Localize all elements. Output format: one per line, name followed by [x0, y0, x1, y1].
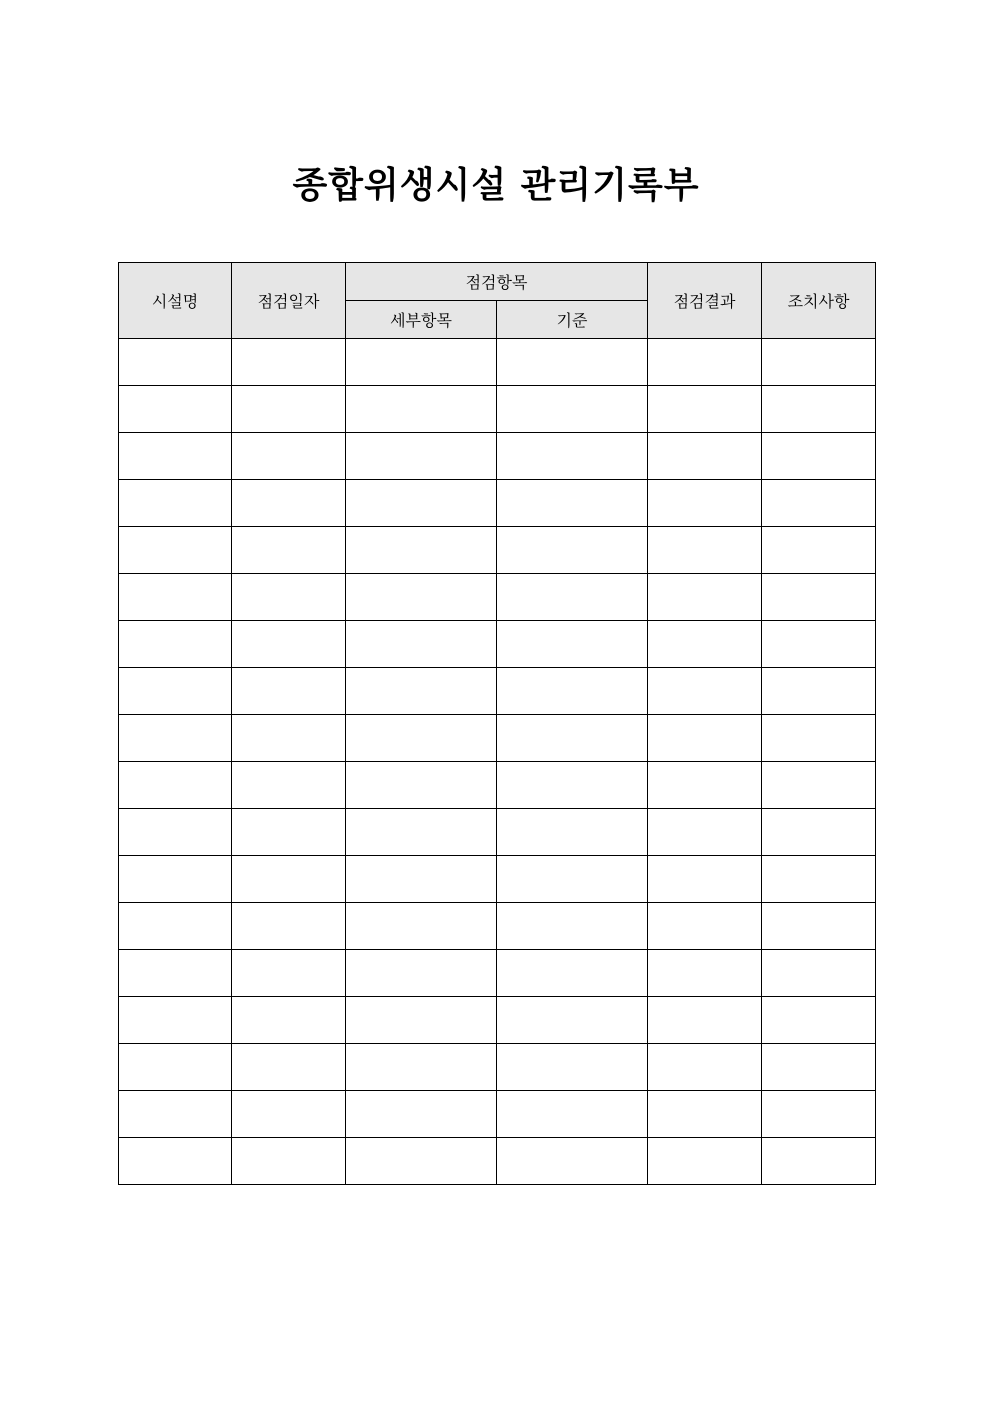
cell-facility-name — [119, 950, 232, 997]
cell-inspection-result — [648, 809, 762, 856]
cell-inspection-result — [648, 668, 762, 715]
table-row — [119, 903, 876, 950]
table-row — [119, 1138, 876, 1185]
cell-inspection-result — [648, 715, 762, 762]
cell-action-taken — [762, 950, 876, 997]
cell-inspection-result — [648, 621, 762, 668]
cell-action-taken — [762, 903, 876, 950]
cell-inspection-date — [232, 715, 346, 762]
table-row — [119, 668, 876, 715]
cell-detail-items — [346, 856, 497, 903]
cell-action-taken — [762, 997, 876, 1044]
cell-facility-name — [119, 1091, 232, 1138]
cell-facility-name — [119, 1138, 232, 1185]
cell-criteria — [497, 1138, 648, 1185]
cell-inspection-date — [232, 1138, 346, 1185]
cell-inspection-date — [232, 1044, 346, 1091]
cell-inspection-date — [232, 809, 346, 856]
cell-criteria — [497, 433, 648, 480]
cell-action-taken — [762, 715, 876, 762]
table-row — [119, 433, 876, 480]
cell-action-taken — [762, 1044, 876, 1091]
cell-inspection-date — [232, 668, 346, 715]
cell-inspection-result — [648, 903, 762, 950]
cell-inspection-date — [232, 856, 346, 903]
cell-detail-items — [346, 574, 497, 621]
table-row — [119, 1044, 876, 1091]
cell-facility-name — [119, 997, 232, 1044]
table-row — [119, 997, 876, 1044]
cell-inspection-date — [232, 339, 346, 386]
header-detail-items: 세부항목 — [346, 301, 497, 339]
cell-detail-items — [346, 1044, 497, 1091]
cell-inspection-result — [648, 856, 762, 903]
cell-inspection-result — [648, 1091, 762, 1138]
cell-action-taken — [762, 668, 876, 715]
cell-criteria — [497, 997, 648, 1044]
cell-facility-name — [119, 621, 232, 668]
cell-action-taken — [762, 809, 876, 856]
cell-action-taken — [762, 433, 876, 480]
record-table — [118, 262, 876, 1185]
cell-criteria — [497, 621, 648, 668]
table-row — [119, 339, 876, 386]
cell-criteria — [497, 527, 648, 574]
cell-inspection-result — [648, 433, 762, 480]
cell-facility-name — [119, 856, 232, 903]
cell-inspection-date — [232, 433, 346, 480]
cell-facility-name — [119, 1044, 232, 1091]
cell-detail-items — [346, 480, 497, 527]
cell-criteria — [497, 339, 648, 386]
cell-inspection-date — [232, 1091, 346, 1138]
cell-action-taken — [762, 386, 876, 433]
cell-facility-name — [119, 339, 232, 386]
cell-inspection-result — [648, 480, 762, 527]
cell-detail-items — [346, 433, 497, 480]
cell-facility-name — [119, 903, 232, 950]
cell-action-taken — [762, 574, 876, 621]
cell-inspection-result — [648, 1044, 762, 1091]
header-action-taken: 조치사항 — [762, 263, 876, 339]
cell-inspection-date — [232, 950, 346, 997]
cell-inspection-date — [232, 527, 346, 574]
cell-criteria — [497, 480, 648, 527]
cell-detail-items — [346, 668, 497, 715]
table-row — [119, 715, 876, 762]
cell-facility-name — [119, 386, 232, 433]
cell-criteria — [497, 762, 648, 809]
table-row — [119, 574, 876, 621]
table-row — [119, 480, 876, 527]
cell-detail-items — [346, 809, 497, 856]
cell-action-taken — [762, 339, 876, 386]
cell-detail-items — [346, 1091, 497, 1138]
cell-criteria — [497, 1044, 648, 1091]
cell-facility-name — [119, 762, 232, 809]
cell-facility-name — [119, 715, 232, 762]
cell-inspection-date — [232, 762, 346, 809]
cell-inspection-date — [232, 621, 346, 668]
cell-inspection-result — [648, 950, 762, 997]
cell-facility-name — [119, 433, 232, 480]
page-title: 종합위생시설 관리기록부 — [292, 165, 700, 206]
cell-facility-name — [119, 809, 232, 856]
cell-criteria — [497, 574, 648, 621]
header-inspection-items: 점검항목 — [346, 263, 648, 301]
header-inspection-date: 점검일자 — [232, 263, 346, 339]
cell-inspection-result — [648, 997, 762, 1044]
table-row — [119, 621, 876, 668]
cell-criteria — [497, 809, 648, 856]
cell-detail-items — [346, 527, 497, 574]
cell-action-taken — [762, 762, 876, 809]
cell-facility-name — [119, 574, 232, 621]
cell-inspection-date — [232, 574, 346, 621]
cell-criteria — [497, 668, 648, 715]
cell-detail-items — [346, 715, 497, 762]
table-row — [119, 527, 876, 574]
cell-action-taken — [762, 480, 876, 527]
cell-detail-items — [346, 950, 497, 997]
table-row — [119, 950, 876, 997]
record-body — [119, 339, 876, 1185]
cell-criteria — [497, 856, 648, 903]
header-row — [119, 263, 876, 301]
cell-action-taken — [762, 856, 876, 903]
cell-action-taken — [762, 527, 876, 574]
cell-detail-items — [346, 762, 497, 809]
cell-action-taken — [762, 1091, 876, 1138]
cell-inspection-date — [232, 997, 346, 1044]
table-row — [119, 1091, 876, 1138]
cell-detail-items — [346, 1138, 497, 1185]
cell-criteria — [497, 386, 648, 433]
table-row — [119, 386, 876, 433]
cell-detail-items — [346, 621, 497, 668]
cell-detail-items — [346, 386, 497, 433]
cell-inspection-result — [648, 574, 762, 621]
header-facility-name: 시설명 — [119, 263, 232, 339]
cell-facility-name — [119, 480, 232, 527]
header-criteria: 기준 — [497, 301, 648, 339]
cell-action-taken — [762, 1138, 876, 1185]
table-row — [119, 856, 876, 903]
table-row — [119, 762, 876, 809]
cell-criteria — [497, 1091, 648, 1138]
header-inspection-result: 점검결과 — [648, 263, 762, 339]
cell-inspection-result — [648, 527, 762, 574]
cell-criteria — [497, 715, 648, 762]
cell-detail-items — [346, 339, 497, 386]
cell-facility-name — [119, 527, 232, 574]
cell-inspection-result — [648, 762, 762, 809]
cell-inspection-result — [648, 1138, 762, 1185]
cell-facility-name — [119, 668, 232, 715]
table-row — [119, 809, 876, 856]
cell-action-taken — [762, 621, 876, 668]
cell-criteria — [497, 903, 648, 950]
cell-criteria — [497, 950, 648, 997]
cell-inspection-date — [232, 480, 346, 527]
cell-detail-items — [346, 903, 497, 950]
cell-detail-items — [346, 997, 497, 1044]
cell-inspection-result — [648, 386, 762, 433]
cell-inspection-date — [232, 386, 346, 433]
cell-inspection-result — [648, 339, 762, 386]
cell-inspection-date — [232, 903, 346, 950]
